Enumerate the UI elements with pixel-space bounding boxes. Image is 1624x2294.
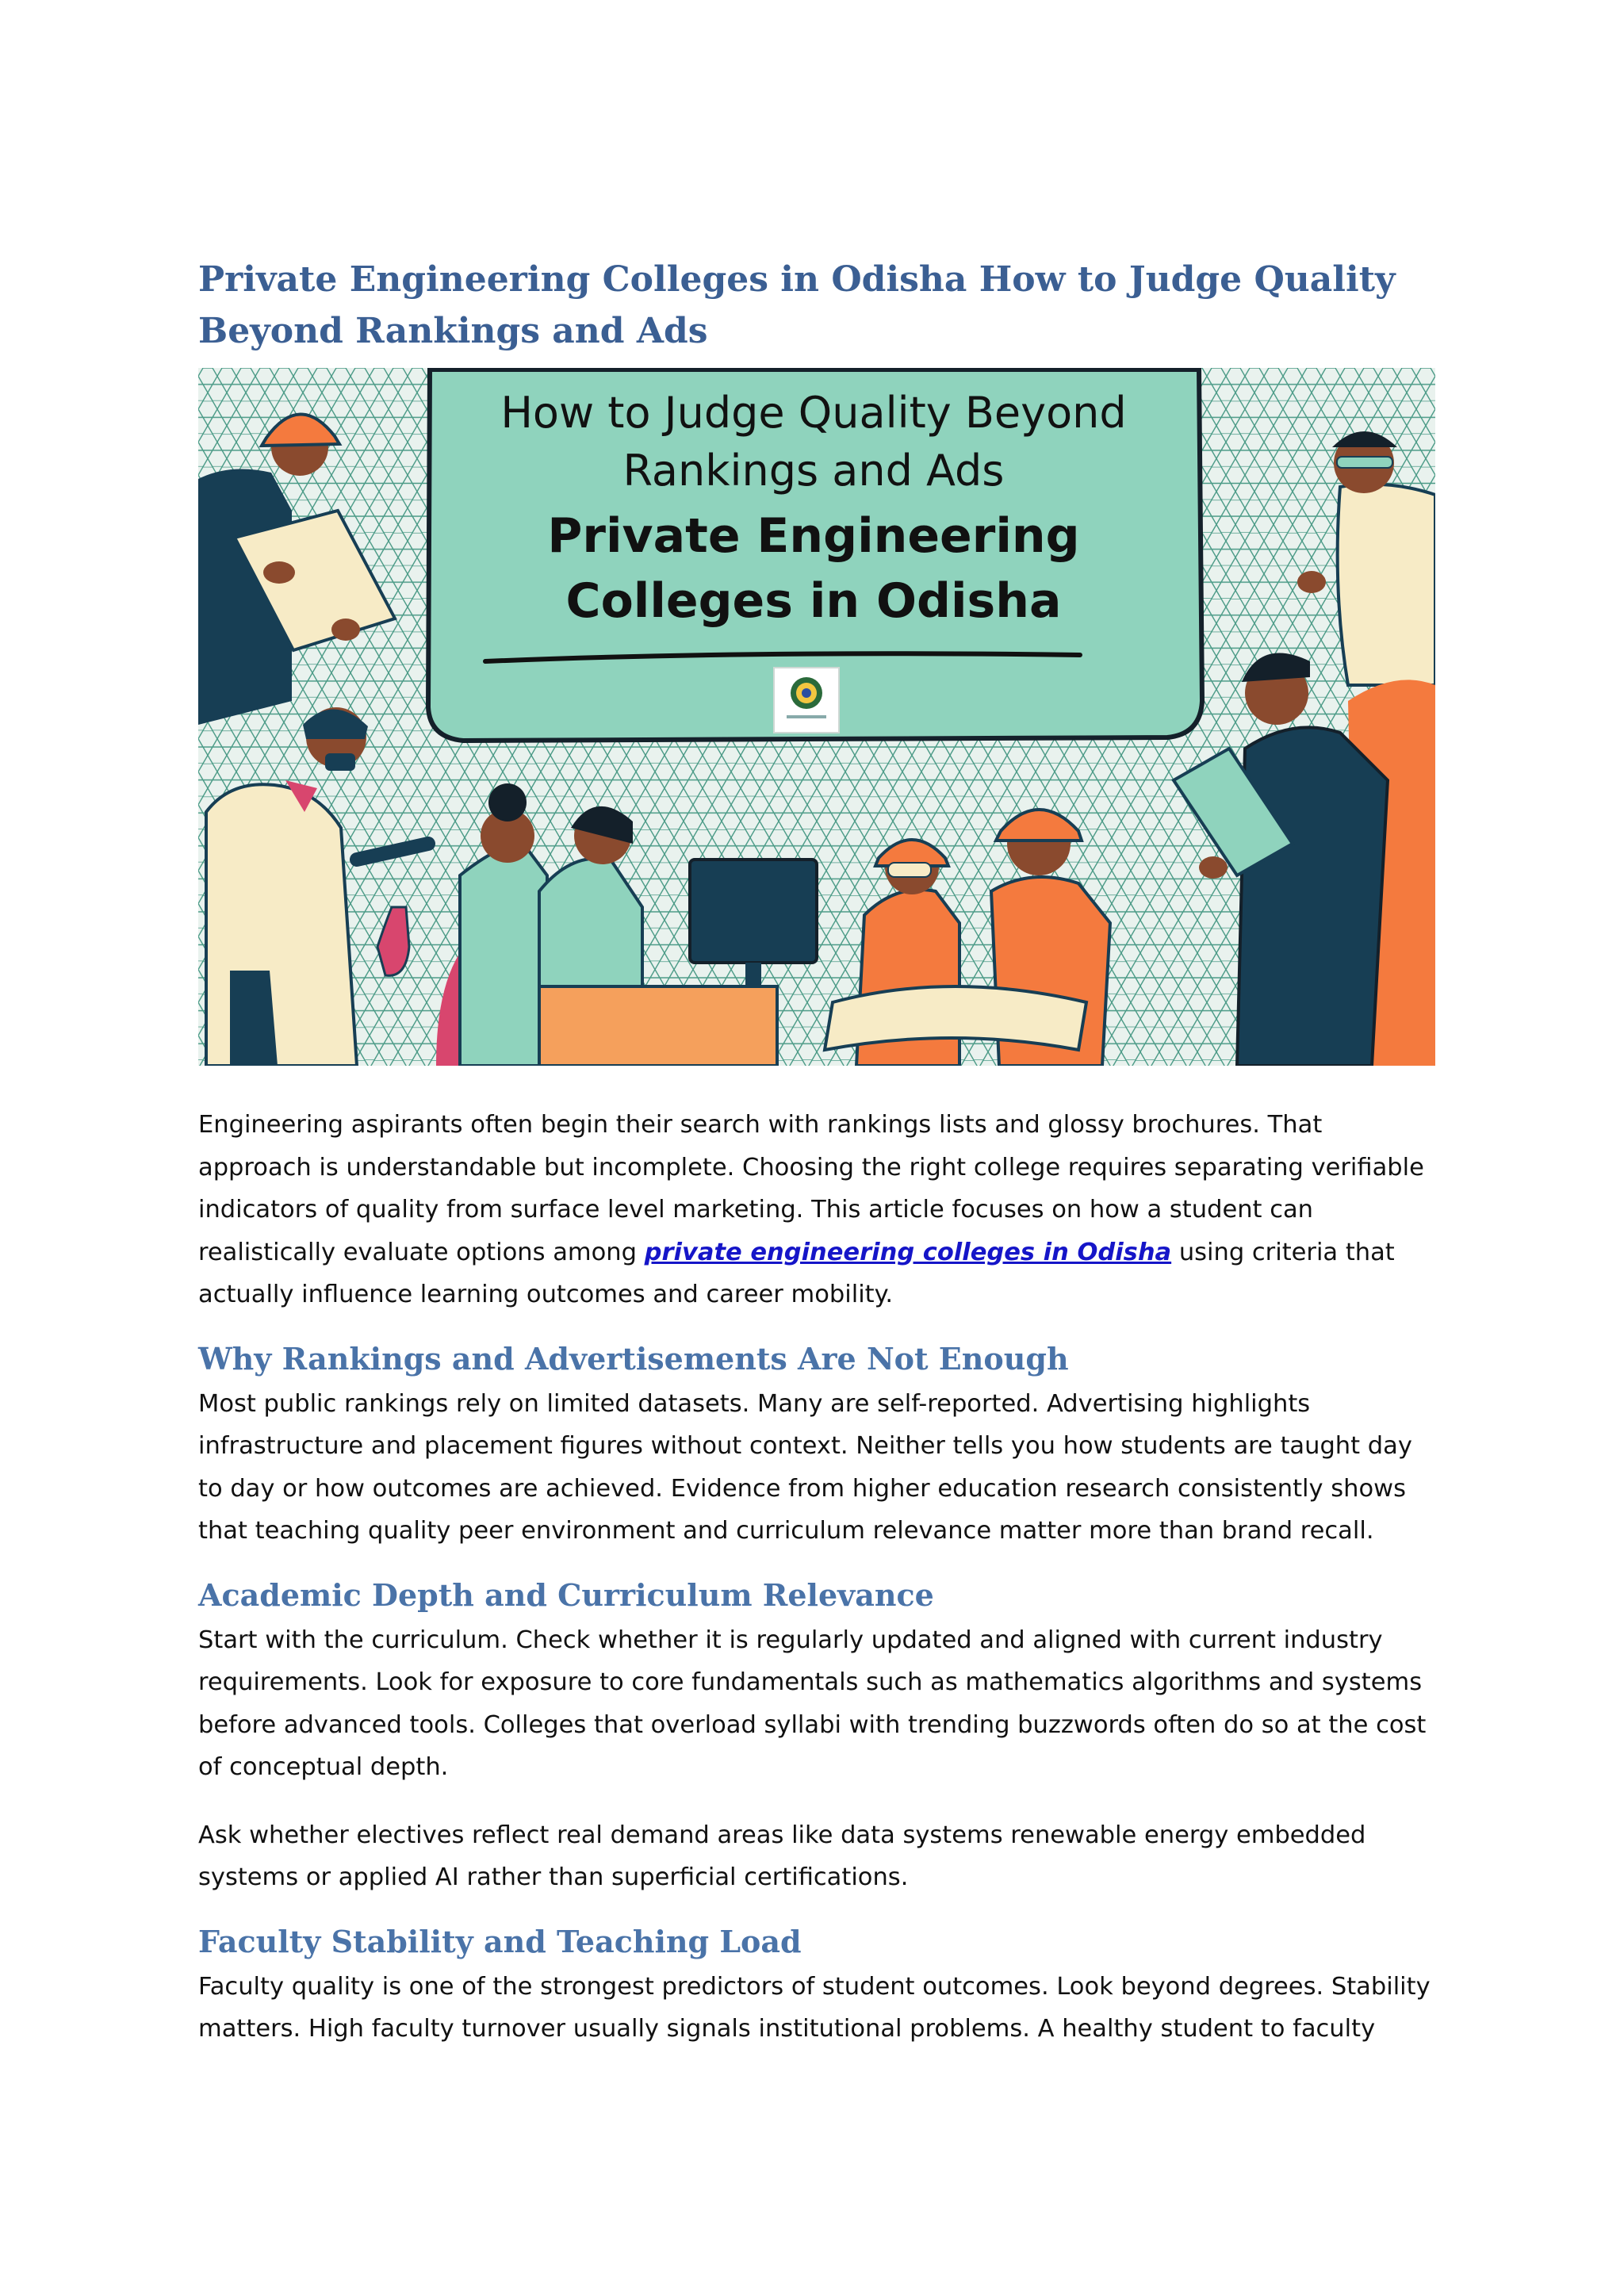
- intro-text-after-link: using criteria that actually influence learning outcomes and career mobility.: [198, 1238, 1395, 1308]
- section-paragraph-curriculum-1: Start with the curriculum. Check whether it is regularly updated and aligned with current industry requirements. Look for exposure to core fundamentals such as mathematics algorithms and systems before advanced tools. Colleges that overload syllabi with trending buzzwords often do so at the cost of conceptual depth.: [198, 1626, 1427, 1781]
- banner-headline-1: Private Engineering: [547, 508, 1080, 564]
- banner-line-2: Rankings and Ads: [622, 446, 1005, 496]
- document-content: [198, 254, 1435, 2073]
- intro-text-before-link: Engineering aspirants often begin their search with rankings lists and glossy brochures. That approach is understandable but incomplete. Choosing the right college requires separating verifiable indicators of quality from surface level marketing. This article focuses on how a student can realistically evaluate options among: [198, 1111, 1424, 1266]
- section-heading-rankings: Why Rankings and Advertisements Are Not Enough: [198, 1340, 1069, 1377]
- banner-line-1: How to Judge Quality Beyond: [500, 388, 1127, 438]
- banner-headline-2: Colleges in Odisha: [565, 573, 1062, 629]
- college-logo-icon: [774, 668, 839, 733]
- banner-illustration: [198, 368, 1435, 1066]
- section-heading-curriculum: Academic Depth and Curriculum Relevance: [198, 1576, 934, 1613]
- section-heading-faculty: Faculty Stability and Teaching Load: [198, 1923, 802, 1959]
- private-engineering-colleges-link[interactable]: private engineering colleges in Odisha: [644, 1238, 1172, 1266]
- section-paragraph-faculty: Faculty quality is one of the strongest predictors of student outcomes. Look beyond degrees. Stability matters. High faculty turnover usually signals institutional problems. A healthy student to faculty: [198, 1972, 1431, 2043]
- document-title: Private Engineering Colleges in Odisha How to Judge Quality Beyond Rankings and Ads: [198, 259, 1396, 351]
- section-paragraph-curriculum-2: Ask whether electives reflect real demand areas like data systems renewable energy embedded systems or applied AI rather than superficial certifications.: [198, 1821, 1366, 1891]
- intro-paragraph: [198, 1104, 1435, 1316]
- section-paragraph-rankings: Most public rankings rely on limited datasets. Many are self-reported. Advertising highlights infrastructure and placement figures without context. Neither tells you how students are taught day to day or how outcomes are achieved. Evidence from higher education research consistently shows that teaching quality peer environment and curriculum relevance matter more than brand recall.: [198, 1389, 1412, 1545]
